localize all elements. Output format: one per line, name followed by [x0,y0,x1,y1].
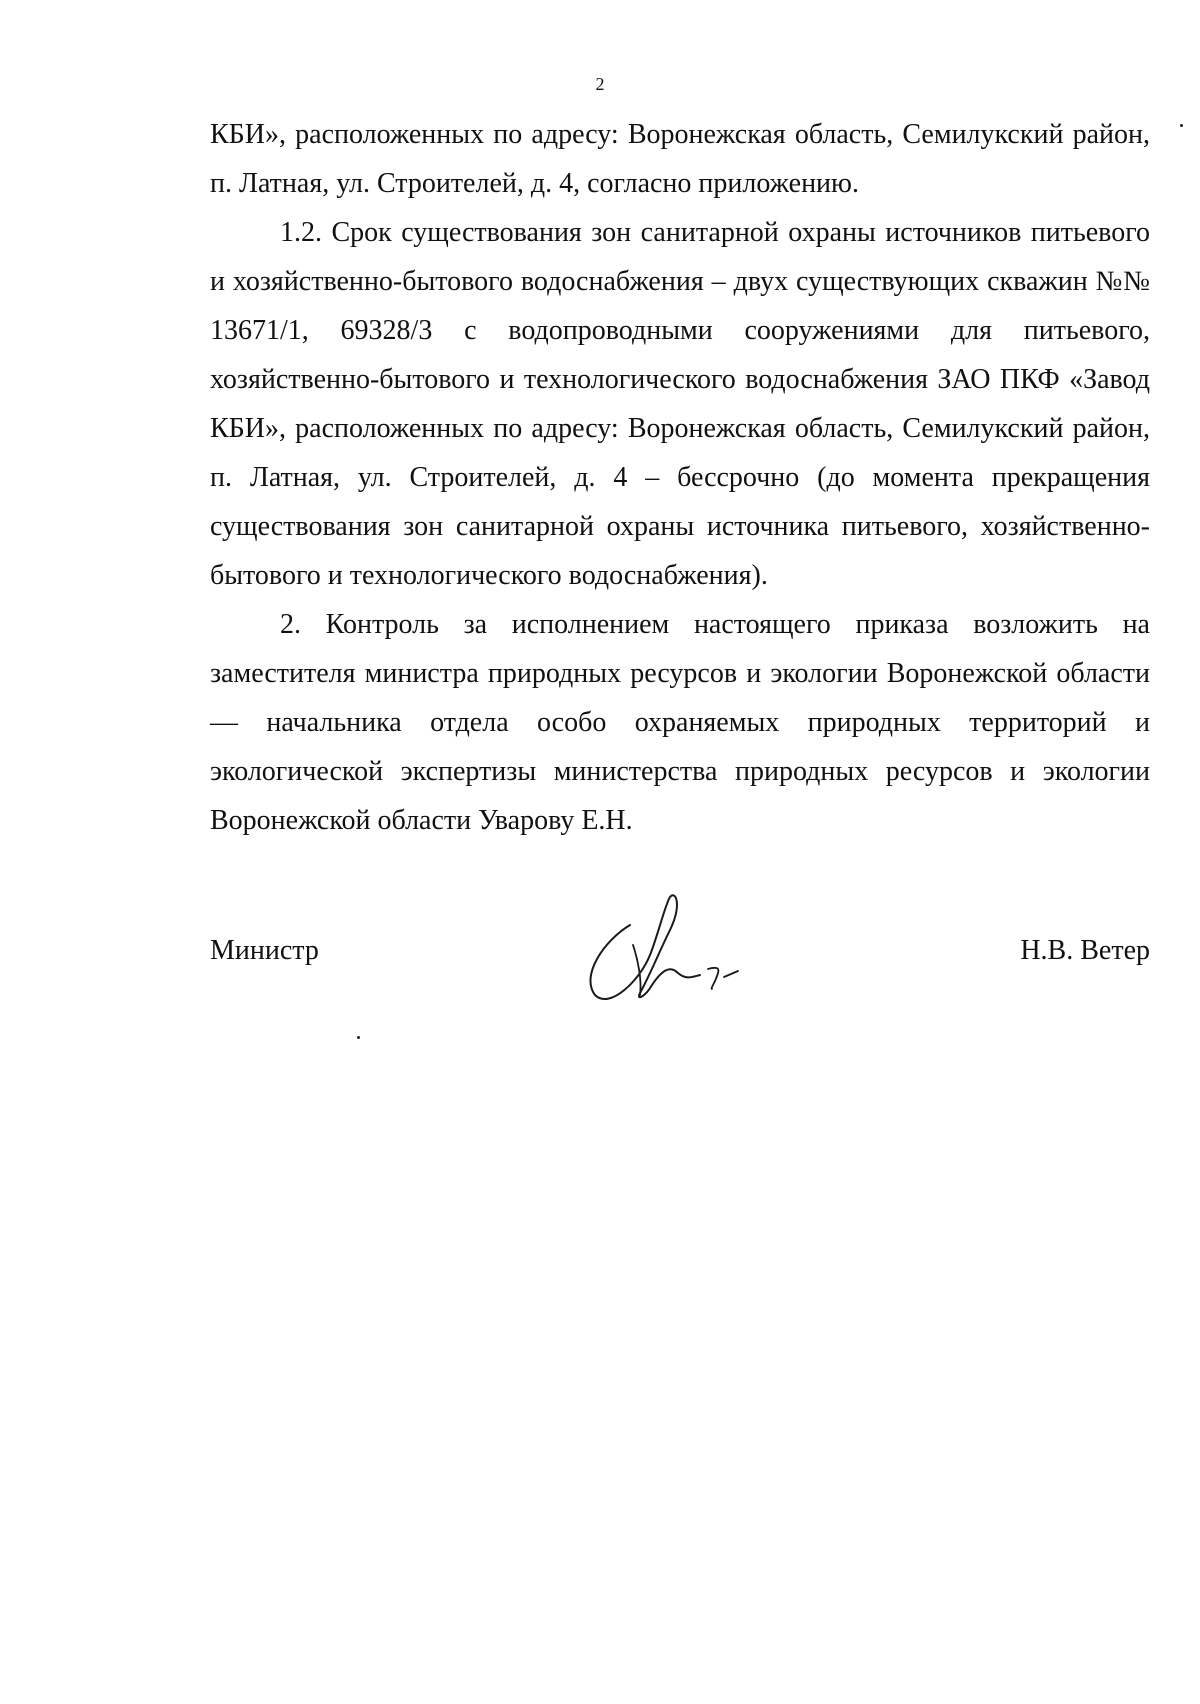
paragraph-1-continuation: КБИ», расположенных по адресу: Воронежская область, Семилукский район, п. Латная, ул. Строителей, д. 4, согласно приложению. [210,119,1150,199]
signatory-title: Министр [210,935,319,966]
paragraph-1-2-validity-period: 1.2. Срок существования зон санитарной охраны источников питьевого и хозяйственно-бытового водоснабжения – двух существующих скважин №№ 13671/1, 69328/3 с водопроводными сооружениями для питьевого, хозяйственно-бытового и технологического водоснабжения ЗАО ПКФ «Завод КБИ», расположенных по адресу: Воронежская область, Семилукский район, п. Латная, ул. Строителей, д. 4 – бессрочно (до момента прекращения существования зон санитарной охраны источника питьевого, хозяйственно-бытового и технологического водоснабжения). [210,217,1150,591]
document-body [210,110,1150,845]
stray-dot-mark [1180,124,1183,127]
signatory-name: Н.В. Ветер [1020,935,1150,966]
handwritten-signature [570,885,750,1015]
stray-dot-mark [357,1036,360,1039]
paragraph-2-control: 2. Контроль за исполнением настоящего приказа возложить на заместителя министра природных ресурсов и экологии Воронежской области — начальника отдела особо охраняемых природных территорий и экологической экспертизы министерства природных ресурсов и экологии Воронежской области Уварову Е.Н. [210,609,1150,836]
page-number: 2 [595,74,605,94]
